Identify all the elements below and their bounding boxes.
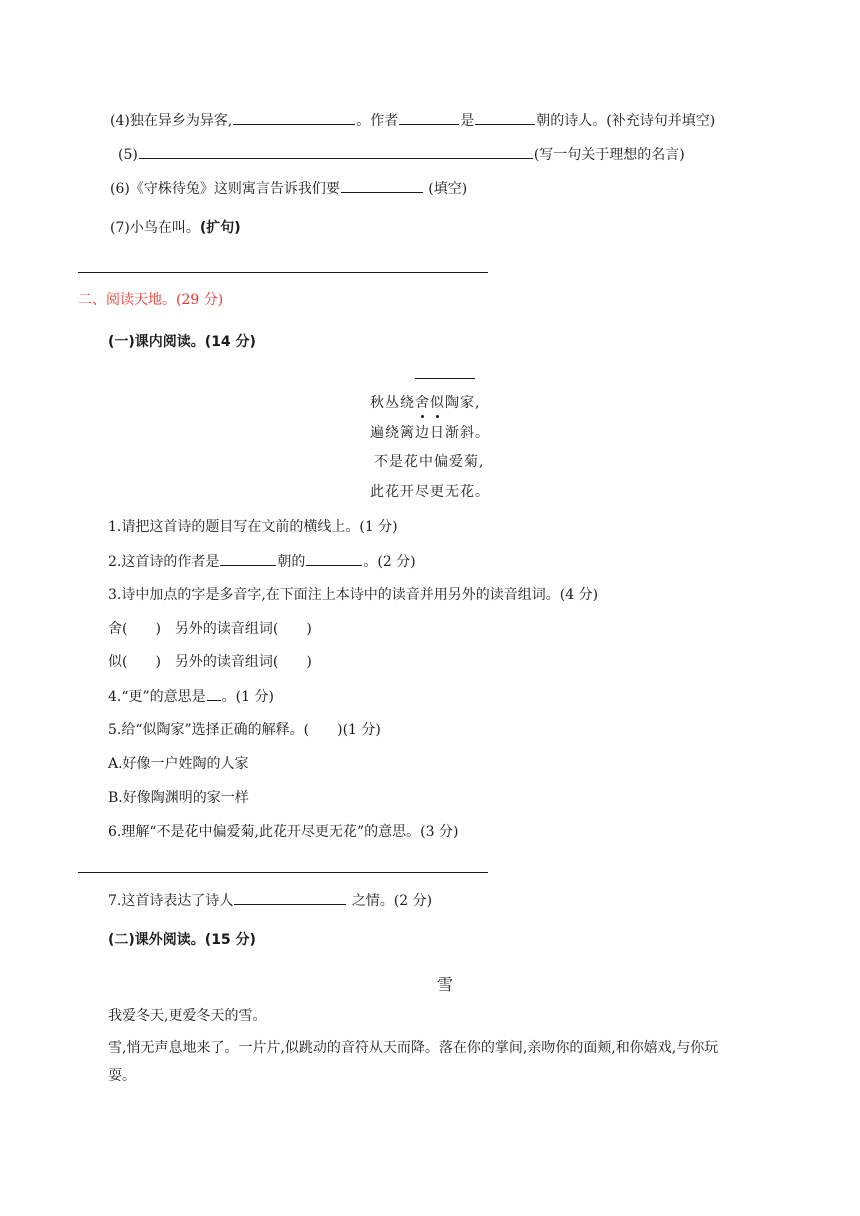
- q4-text-b: 。作者: [356, 113, 399, 129]
- question-6: [110, 178, 467, 199]
- passage-paragraph-2-line-1: 雪,悄无声息地来了。一片片,似跳动的音符从天而降。落在你的掌间,亲吻你的面颊,和你嬉戏,与你玩: [108, 1040, 719, 1056]
- q6-blank[interactable]: [341, 178, 423, 193]
- q7-answer-line[interactable]: [78, 272, 488, 273]
- option-b: B.好像陶渊明的家一样: [108, 790, 249, 806]
- rq4-text-b: 。(1 分): [221, 689, 274, 705]
- reading-question-2: [108, 551, 416, 572]
- passage-paragraph-2-line-2: 耍。: [108, 1068, 136, 1084]
- q7-text-a: (7)小鸟在叫。: [110, 220, 200, 236]
- rq2-text-b: 朝的: [277, 554, 306, 570]
- part-2-title: (二)课外阅读。(15 分): [108, 932, 256, 948]
- q6-text-b: (填空): [428, 181, 468, 197]
- poem-dotted-char-she: 舍: [415, 395, 430, 411]
- poem-line-1-pre: 秋丛绕: [370, 395, 415, 411]
- q7-text-b: (扩句): [199, 220, 241, 236]
- rq2-blank-identity[interactable]: [306, 551, 362, 566]
- poem-title-blank[interactable]: [415, 378, 475, 379]
- reading-question-6: 6.理解“不是花中偏爱菊,此花开尽更无花”的意思。(3 分): [108, 824, 459, 840]
- reading-question-3-si: 似( ) 另外的读音组词( ): [108, 654, 312, 670]
- q6-text-a: (6)《守株待兔》这则寓言告诉我们要: [110, 181, 340, 197]
- q4-text-c: 是: [460, 113, 475, 129]
- rq4-text-a: 4.“更”的意思是: [108, 689, 206, 705]
- reading-question-5: 5.给“似陶家”选择正确的解释。( )(1 分): [108, 722, 381, 738]
- rq7-text-a: 7.这首诗表达了诗人: [108, 893, 234, 909]
- q5-text-a: (5): [118, 147, 138, 163]
- poem-line-1: [370, 393, 480, 413]
- rq7-text-b: 之情。(2 分): [351, 893, 433, 909]
- section-2-title: 二、阅读天地。(29 分): [78, 292, 224, 308]
- q4-blank-author[interactable]: [399, 110, 459, 125]
- reading-question-4: [108, 686, 274, 707]
- poem-line-3: 不是花中偏爱菊,: [374, 454, 485, 470]
- rq6-answer-line[interactable]: [78, 872, 488, 873]
- q5-blank[interactable]: [139, 144, 533, 159]
- option-a: A.好像一户姓陶的人家: [108, 756, 249, 772]
- poem-line-1-post: 陶家,: [445, 395, 481, 411]
- rq2-blank-dynasty[interactable]: [220, 551, 276, 566]
- poem-line-4: 此花开尽更无花。: [370, 484, 490, 500]
- poem-line-2: 遍绕篱边日渐斜。: [370, 425, 490, 441]
- q5-text-b: (写一句关于理想的名言): [533, 147, 685, 163]
- question-5: [118, 144, 685, 165]
- reading-question-1: 1.请把这首诗的题目写在文前的横线上。(1 分): [108, 519, 398, 535]
- q4-text-a: (4)独在异乡为异客,: [110, 113, 233, 129]
- q4-blank-dynasty[interactable]: [475, 110, 535, 125]
- reading-question-7: [108, 890, 432, 911]
- rq7-blank[interactable]: [234, 890, 346, 905]
- q4-text-d: 朝的诗人。(补充诗句并填空): [536, 113, 716, 129]
- q4-blank-verse[interactable]: [233, 110, 355, 125]
- poem-dotted-char-si: 似: [430, 395, 445, 411]
- rq4-blank[interactable]: [207, 686, 221, 701]
- question-4: [110, 110, 715, 131]
- question-7: [110, 218, 241, 238]
- passage-title: 雪: [437, 975, 454, 994]
- rq2-text-a: 2.这首诗的作者是: [108, 554, 220, 570]
- rq2-text-c: 。(2 分): [363, 554, 416, 570]
- passage-paragraph-1: 我爱冬天,更爱冬天的雪。: [108, 1008, 267, 1024]
- reading-question-3: 3.诗中加点的字是多音字,在下面注上本诗中的读音并用另外的读音组词。(4 分): [108, 587, 599, 603]
- reading-question-3-she: 舍( ) 另外的读音组词( ): [108, 621, 312, 637]
- part-1-title: (一)课内阅读。(14 分): [108, 334, 256, 350]
